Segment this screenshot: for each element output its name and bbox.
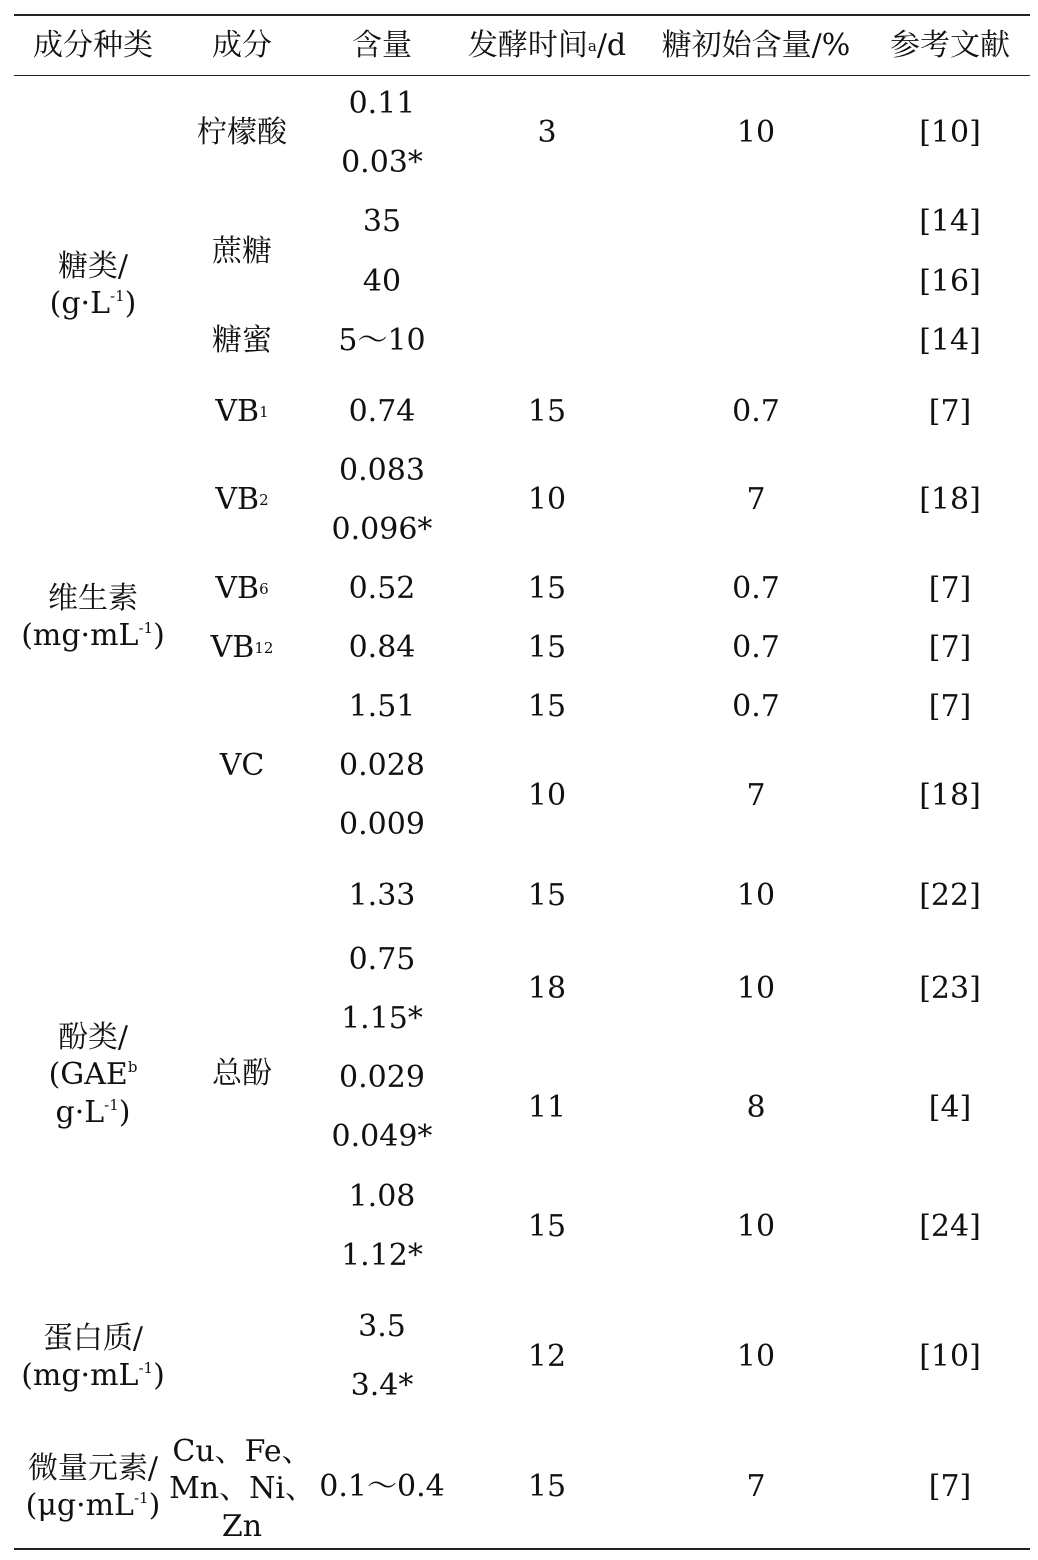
content-value: 0.1～0.4: [319, 1469, 445, 1504]
content-value: 1.08: [348, 1179, 416, 1214]
sugar-value: 10: [736, 1209, 776, 1244]
content-value: 40: [362, 264, 402, 299]
category-protein: 蛋白质/ $(mg\cdot mL^{-1})$: [21, 1320, 165, 1393]
reference-value: [4]: [928, 1090, 972, 1125]
component-sucrose: 蔗糖: [212, 234, 272, 269]
time-value: 15: [527, 689, 567, 724]
sugar-value: 0.7: [732, 689, 780, 724]
sugar-value: 7: [746, 778, 766, 813]
header-time: 发酵时间 a /d: [467, 28, 627, 63]
category-sugars: 糖类/ $(g\cdot L^{-1})$: [49, 248, 137, 321]
component-trace-elements: Cu、Fe、 Mn、Ni、 Zn: [169, 1433, 315, 1544]
content-value: 1.15*: [341, 1001, 423, 1036]
sugar-value: 0.7: [732, 394, 780, 429]
reference-value: [10]: [919, 115, 981, 150]
reference-value: [22]: [919, 878, 981, 913]
sugar-value: 0.7: [732, 571, 780, 606]
component-molasses: 糖蜜: [212, 323, 272, 358]
time-value: 10: [527, 482, 567, 517]
content-value: 0.049*: [331, 1119, 433, 1154]
header-content: 含量: [352, 28, 412, 63]
content-value: 1.33: [348, 878, 416, 913]
sugar-value: 0.7: [732, 630, 780, 665]
reference-value: [14]: [919, 323, 981, 358]
header-component: 成分: [212, 28, 272, 63]
content-value: 3.5: [358, 1309, 406, 1344]
content-value: 0.009: [339, 807, 425, 842]
component-total-phenol: 总酚: [212, 1056, 272, 1091]
content-value: 0.083: [339, 453, 425, 488]
reference-value: [24]: [919, 1209, 981, 1244]
time-value: 15: [527, 1469, 567, 1504]
sugar-value: 10: [736, 878, 776, 913]
component-citric-acid: 柠檬酸: [197, 115, 287, 150]
time-value: 10: [527, 778, 567, 813]
content-value: 0.75: [348, 942, 416, 977]
sugar-value: 7: [746, 1469, 766, 1504]
component-vb1: VB 1: [215, 394, 269, 429]
content-value: 0.74: [348, 394, 416, 429]
reference-value: [7]: [928, 630, 972, 665]
reference-value: [7]: [928, 1469, 972, 1504]
category-vitamins: 维生素 $(mg\cdot mL^{-1})$: [21, 580, 165, 653]
time-value: 11: [527, 1090, 567, 1125]
time-value: 15: [527, 878, 567, 913]
content-value: 0.52: [348, 571, 416, 606]
reference-value: [23]: [919, 971, 981, 1006]
time-value: 18: [527, 971, 567, 1006]
content-value: 0.84: [348, 630, 416, 665]
header-category: 成分种类: [33, 28, 153, 63]
reference-value: [14]: [919, 204, 981, 239]
content-value: 1.12*: [341, 1238, 423, 1273]
reference-value: [10]: [919, 1339, 981, 1374]
sugar-value: 7: [746, 482, 766, 517]
reference-value: [7]: [928, 571, 972, 606]
reference-value: [7]: [928, 394, 972, 429]
time-value: 12: [527, 1339, 567, 1374]
content-value: 0.096*: [331, 512, 433, 547]
sugar-value: 10: [736, 971, 776, 1006]
content-value: 1.51: [348, 689, 416, 724]
header-ref: 参考文献: [890, 28, 1010, 63]
time-value: 3: [537, 115, 557, 150]
reference-value: [7]: [928, 689, 972, 724]
component-vb2: VB 2: [215, 482, 269, 517]
content-value: 0.11: [348, 86, 416, 121]
time-value: 15: [527, 630, 567, 665]
header-rule: [14, 75, 1030, 76]
content-value: 0.029: [339, 1060, 425, 1095]
content-value: 0.028: [339, 748, 425, 783]
component-vb12: VB 12: [210, 630, 274, 665]
reference-value: [18]: [919, 482, 981, 517]
time-value: 15: [527, 394, 567, 429]
bottom-rule: [14, 1548, 1030, 1550]
header-sugar: 糖初始含量/%: [661, 28, 851, 63]
content-value: 5～10: [338, 323, 426, 358]
sugar-value: 8: [746, 1090, 766, 1125]
component-vb6: VB 6: [215, 571, 269, 606]
time-value: 15: [527, 1209, 567, 1244]
content-value: 35: [362, 204, 402, 239]
top-rule: [14, 14, 1030, 16]
content-value: 3.4*: [350, 1368, 414, 1403]
component-vc: VC: [219, 748, 265, 783]
reference-value: [16]: [919, 264, 981, 299]
category-trace-elements: 微量元素/ $(\mu g\cdot mL^{-1})$: [25, 1450, 161, 1523]
time-value: 15: [527, 571, 567, 606]
sugar-value: 10: [736, 1339, 776, 1374]
reference-value: [18]: [919, 778, 981, 813]
sugar-value: 10: [736, 115, 776, 150]
content-value: 0.03*: [341, 145, 423, 180]
category-phenols: 酚类/ (GAE$^b$ $g\cdot L^{-1}$): [48, 1019, 138, 1130]
